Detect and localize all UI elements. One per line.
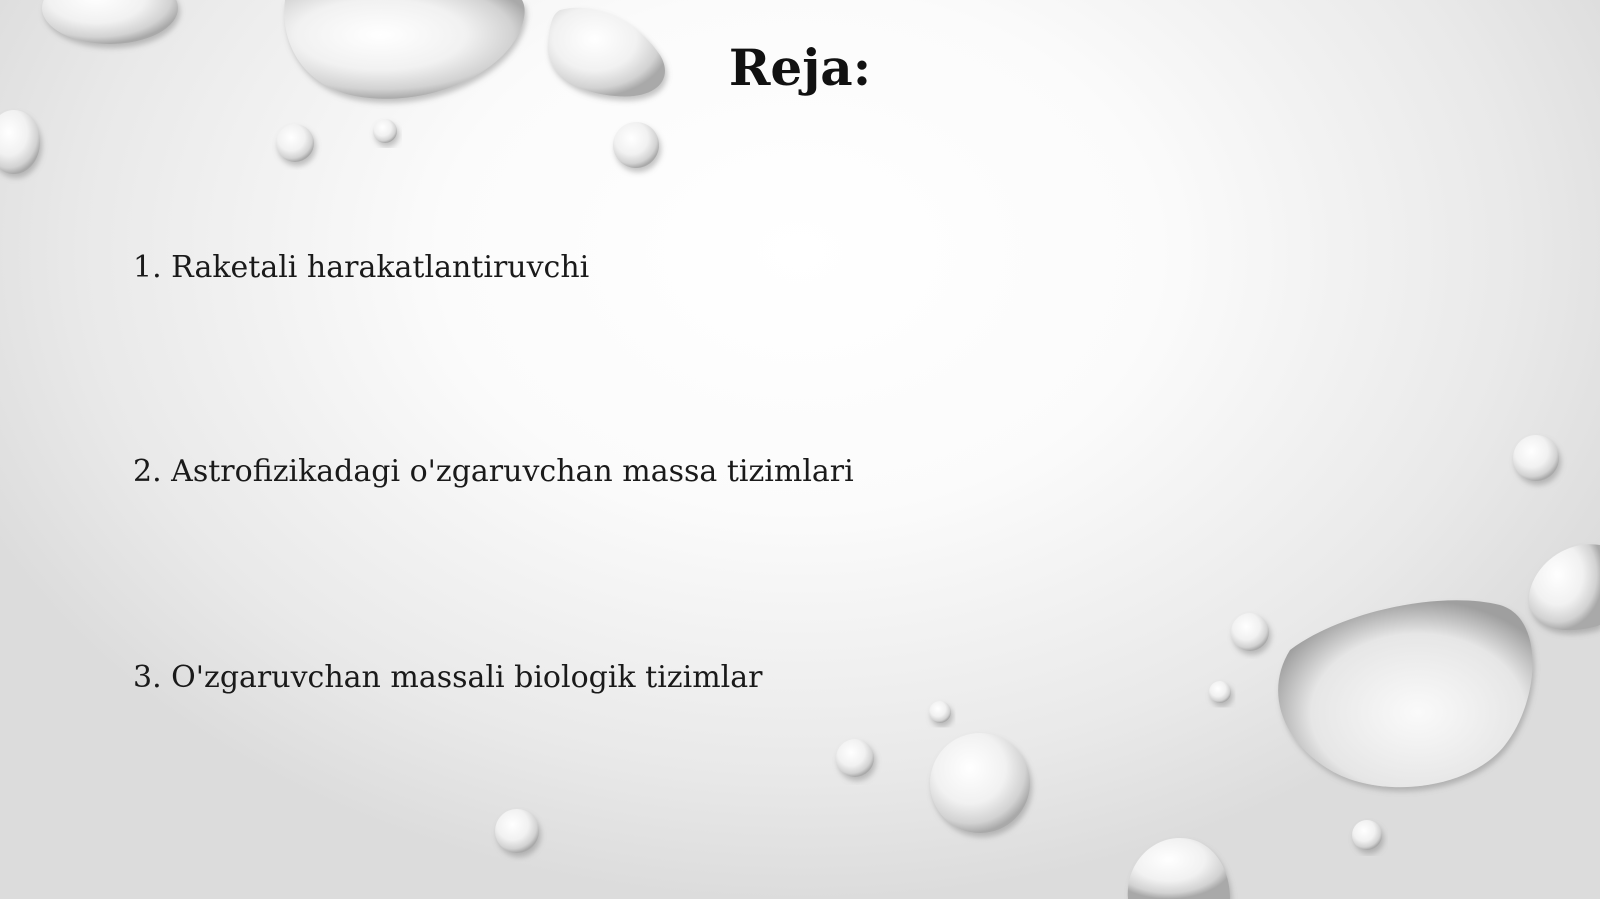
droplet	[1529, 544, 1600, 630]
plan-item	[133, 250, 589, 285]
droplet	[1278, 600, 1532, 787]
droplet	[1513, 435, 1559, 481]
droplet	[613, 122, 659, 168]
plan-item-text: O'zgaruvchan massali biologik tizimlar	[171, 660, 763, 695]
plan-item	[133, 660, 762, 695]
droplet	[930, 733, 1030, 833]
droplet	[1231, 613, 1269, 651]
droplet	[0, 110, 40, 174]
droplet	[1352, 820, 1382, 850]
plan-item-number: 1.	[133, 250, 162, 285]
droplet	[373, 119, 397, 143]
droplet	[495, 809, 539, 853]
droplet	[836, 739, 874, 777]
plan-item-number: 3.	[133, 660, 162, 695]
slide-title: Reja:	[728, 38, 872, 97]
droplet	[276, 124, 314, 162]
plan-item-number: 2.	[133, 454, 162, 489]
droplet	[1128, 838, 1230, 899]
plan-item-text: Raketali harakatlantiruvchi	[171, 250, 590, 285]
plan-item	[133, 454, 854, 489]
plan-item-text: Astrofizikadagi o'zgaruvchan massa tizimlari	[171, 454, 854, 489]
droplet	[929, 701, 951, 723]
droplet	[1209, 681, 1231, 703]
